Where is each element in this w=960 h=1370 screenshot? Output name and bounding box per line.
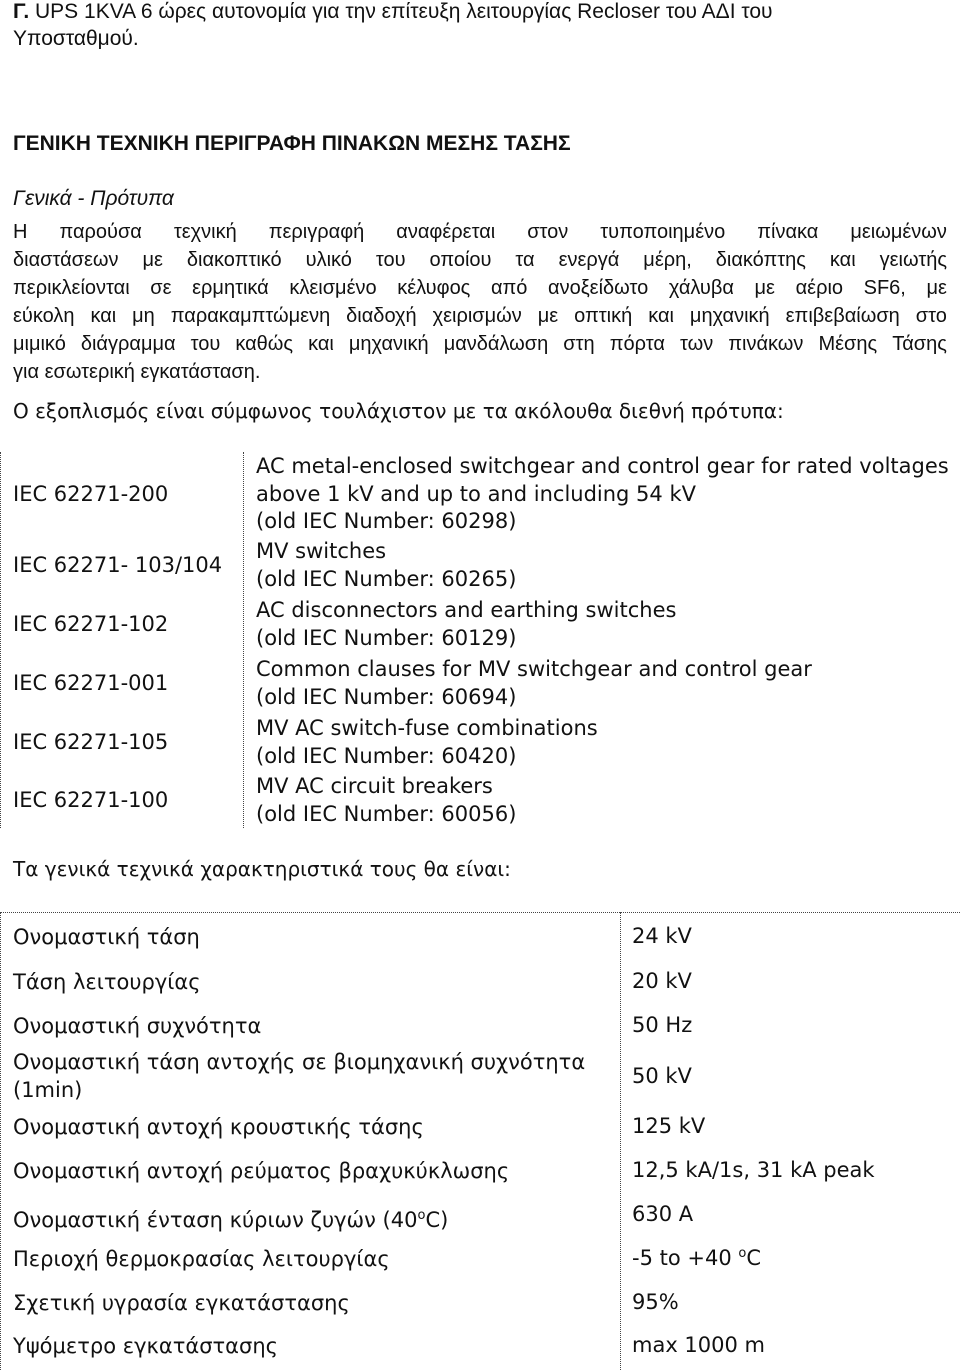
word: και: [308, 333, 334, 355]
table-border: [0, 452, 1, 828]
standard-description: MV AC switch-fuse combinations (old IEC Number: 60420): [256, 716, 598, 768]
spec-value: 12,5 kA/1s, 31 kA peak: [632, 1158, 875, 1182]
spec-label: Υψόμετρο εγκατάστασης: [13, 1334, 278, 1358]
specs-intro: Τα γενικά τεχνικά χαρακτηριστικά τους θα είναι:: [13, 857, 511, 881]
word: κλεισμένο: [289, 277, 377, 299]
word: Τάσης: [892, 333, 947, 355]
standards-table: [0, 450, 960, 830]
standard-code: IEC 62271-200: [13, 482, 169, 506]
word: διακοπτικό: [186, 249, 282, 271]
word: με: [754, 277, 775, 299]
section-marker: Γ.: [13, 0, 30, 23]
standards-intro: Ο εξοπλισμός είναι σύμφωνος τουλάχιστον με τα ακόλουθα διεθνή πρότυπα:: [13, 399, 784, 423]
word: αέριο: [795, 277, 844, 299]
spec-label: Ονομαστική ένταση κύριων ζυγών (40$^o$C): [13, 1208, 449, 1232]
word: SF6,: [863, 277, 906, 299]
word: τα: [515, 249, 535, 271]
word: και: [648, 305, 674, 327]
word: μηχανική: [348, 333, 429, 355]
spec-label: Σχετική υγρασία εγκατάστασης: [13, 1291, 350, 1315]
word: παρακαμπτώμενη: [170, 305, 331, 327]
word: διακόπτης: [715, 249, 806, 271]
spec-label: Ονομαστική συχνότητα: [13, 1014, 262, 1038]
standard-description: MV switches (old IEC Number: 60265): [256, 539, 517, 591]
standard-code: IEC 62271- 103/104: [13, 553, 223, 577]
word: και: [90, 305, 117, 327]
word: ενεργά: [558, 249, 620, 271]
word: μηχανική: [689, 305, 770, 327]
description-line-last: για εσωτερική εγκατάσταση.: [13, 361, 261, 383]
spec-label: Ονομαστική αντοχή κρουστικής τάσης: [13, 1115, 424, 1139]
standard-code: IEC 62271-105: [13, 730, 169, 754]
specs-table: [0, 912, 960, 1370]
word: με: [142, 249, 163, 271]
word: μιμικό: [13, 333, 66, 355]
section-g-line-2: Υποσταθμού.: [13, 27, 139, 50]
spec-value: max 1000 m: [632, 1333, 766, 1357]
table-border: [620, 912, 621, 1370]
word: γειωτής: [879, 249, 947, 271]
word: μέρη,: [643, 249, 692, 271]
word: περιγραφή: [268, 221, 365, 243]
word: μανδάλωση: [443, 333, 549, 355]
description-line: [13, 277, 947, 300]
word: αναφέρεται: [396, 221, 496, 243]
description-line: [13, 333, 947, 356]
standard-code: IEC 62271-100: [13, 788, 169, 812]
word: τεχνική: [173, 221, 237, 243]
spec-label: Ονομαστική τάση: [13, 925, 200, 949]
description-line: [13, 305, 947, 328]
main-heading: ΓΕΝΙΚΗ ΤΕΧΝΙΚΗ ΠΕΡΙΓΡΑΦΗ ΠΙΝΑΚΩΝ ΜΕΣΗΣ ΤΑΣΗΣ: [13, 132, 571, 155]
word: διαδοχή: [346, 305, 417, 327]
word: πινάκων: [728, 333, 804, 355]
word: στη: [563, 333, 595, 355]
word: με: [537, 305, 559, 327]
spec-value: 95%: [632, 1290, 679, 1314]
spec-value: 20 kV: [632, 969, 692, 993]
word: πόρτα: [609, 333, 665, 355]
standard-code: IEC 62271-102: [13, 612, 169, 636]
word: περικλείονται: [13, 277, 130, 299]
spec-label: Ονομαστική αντοχή ρεύματος βραχυκύκλωσης: [13, 1159, 510, 1183]
spec-label: Ονομαστική τάση αντοχής σε βιομηχανική συχνότητα (1min): [13, 1050, 586, 1102]
word: και: [829, 249, 856, 271]
spec-value: 630 A: [632, 1202, 694, 1226]
word: διάγραμμα: [80, 333, 176, 355]
word: με: [926, 277, 947, 299]
word: οποίου: [429, 249, 492, 271]
word: καθώς: [235, 333, 294, 355]
spec-value: 50 Hz: [632, 1013, 693, 1037]
word: στο: [915, 305, 947, 327]
section-g-text: UPS 1KVA 6 ώρες αυτονομία για την επίτευξη λειτουργίας Recloser του ΑΔΙ του: [35, 0, 773, 23]
word: χειρισμών: [432, 305, 522, 327]
standard-description: MV AC circuit breakers (old IEC Number: 60056): [256, 774, 517, 826]
word: πίνακα: [757, 221, 819, 243]
section-g-line-1: [13, 0, 773, 24]
word: χάλυβα: [668, 277, 734, 299]
word: μειωμένων: [850, 221, 947, 243]
spec-value: -5 to +40 $^o$C: [632, 1246, 762, 1270]
word: των: [679, 333, 714, 355]
spec-label: Τάση λειτουργίας: [13, 970, 201, 994]
word: ανοξείδωτο: [548, 277, 649, 299]
word: Μέσης: [818, 333, 878, 355]
standard-description: Common clauses for MV switchgear and control gear (old IEC Number: 60694): [256, 657, 812, 709]
word: σε: [150, 277, 172, 299]
description-line: [13, 249, 947, 272]
general-heading: Γενικά - Πρότυπα: [13, 187, 174, 210]
word: μη: [132, 305, 155, 327]
table-border: [0, 912, 1, 1370]
spec-label: Περιοχή θερμοκρασίας λειτουργίας: [13, 1247, 390, 1271]
word: ερμητικά: [192, 277, 269, 299]
standard-description: AC metal-enclosed switchgear and control gear for rated voltages above 1 kV and up to and including 54 kV (old IEC Number: 60298): [256, 454, 949, 533]
word: του: [190, 333, 221, 355]
word: κέλυφος: [397, 277, 471, 299]
word: υλικό: [305, 249, 352, 271]
spec-value: 125 kV: [632, 1114, 706, 1138]
word: του: [375, 249, 406, 271]
word: διαστάσεων: [13, 249, 119, 271]
spec-value: 50 kV: [632, 1064, 692, 1088]
word: Η: [13, 221, 28, 243]
word: εύκολη: [13, 305, 75, 327]
spec-value: 24 kV: [632, 924, 692, 948]
table-border: [243, 452, 244, 828]
word: οπτική: [574, 305, 633, 327]
word: παρούσα: [59, 221, 142, 243]
standard-description: AC disconnectors and earthing switches (old IEC Number: 60129): [256, 598, 677, 650]
table-border: [0, 912, 960, 913]
description-line: [13, 221, 947, 244]
word: επιβεβαίωση: [785, 305, 900, 327]
word: από: [490, 277, 528, 299]
word: τυποποιημένο: [600, 221, 726, 243]
standard-code: IEC 62271-001: [13, 671, 169, 695]
word: στον: [527, 221, 569, 243]
